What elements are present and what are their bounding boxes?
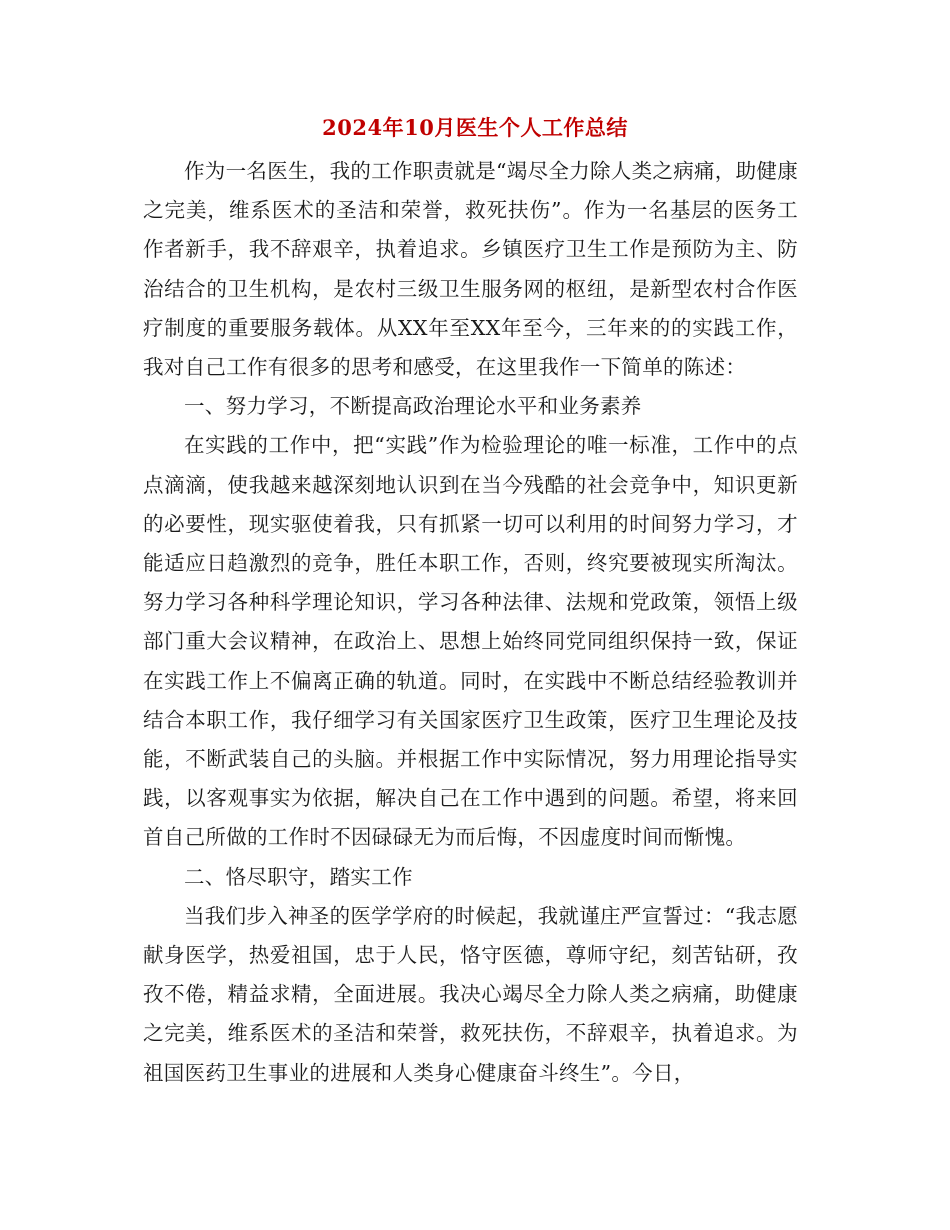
document-title: 2024年10月医生个人工作总结: [322, 115, 628, 140]
paragraph-oath: 当我们步入神圣的医学学府的时候起，我就谨庄严宣誓过：“我志愿献身医学，热爱祖国，忠于人民，恪守医德，尊师守纪，刻苦钻研，孜孜不倦，精益求精，全面进展。我决心竭尽全力除人类之病痛，助健康之完美，维系医术的圣洁和荣誉，救死扶伤，不辞艰辛，执着追求。为祖国医药卫生事业的进展和人类身心健康奋斗终生”。今日，: [143, 903, 798, 1085]
document-body: [143, 152, 798, 1093]
paragraph-intro: 作为一名医生，我的工作职责就是“竭尽全力除人类之病痛，助健康之完美，维系医术的圣洁和荣誉，救死扶伤”。作为一名基层的医务工作者新手，我不辞艰辛，执着追求。乡镇医疗卫生工作是预防为主、防治结合的卫生机构，是农村三级卫生服务网的枢纽，是新型农村合作医疗制度的重要服务载体。从XX年至XX年至今，三年来的的实践工作，我对自己工作有很多的思考和感受，在这里我作一下简单的陈述：: [143, 159, 798, 380]
section-heading-2: 二、恪尽职守，踏实工作: [184, 864, 413, 889]
paragraph-study: 在实践的工作中，把“实践”作为检验理论的唯一标准，工作中的点点滴滴，使我越来越深刻地认识到在当今残酷的社会竞争中，知识更新的必要性，现实驱使着我，只有抓紧一切可以利用的时间努力学习，才能适应日趋激烈的竞争，胜任本职工作，否则，终究要被现实所淘汰。努力学习各种科学理论知识，学习各种法律、法规和党政策，领悟上级部门重大会议精神，在政治上、思想上始终同党同组织保持一致，保证在实践工作上不偏离正确的轨道。同时，在实践中不断总结经验教训并结合本职工作，我仔细学习有关国家医疗卫生政策，医疗卫生理论及技能，不断武装自己的头脑。并根据工作中实际情况，努力用理论指导实践，以客观事实为依据，解决自己在工作中遇到的问题。希望，将来回首自己所做的工作时不因碌碌无为而后悔，不因虚度时间而惭愧。: [143, 433, 798, 850]
section-heading-1: 一、努力学习，不断提高政治理论水平和业务素养: [184, 394, 642, 419]
